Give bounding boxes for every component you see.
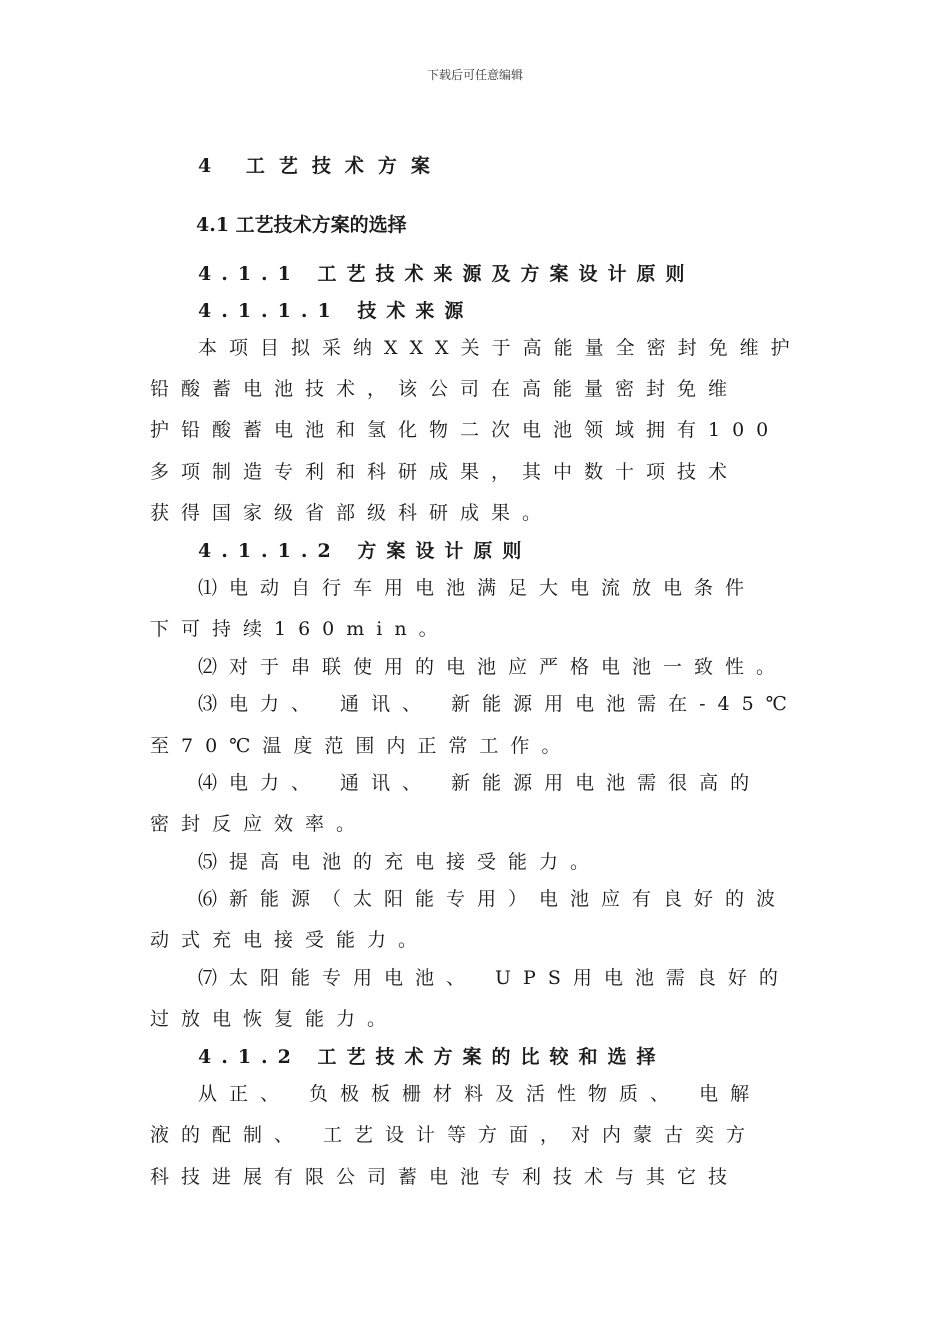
- list-item: ⑵对于串联使用的电池应严格电池一致性。: [198, 656, 788, 678]
- list-item: ⑷电力、 通讯、 新能源用电池需很高的: [198, 772, 762, 794]
- list-item-continued: 动式充电接受能力。: [150, 929, 430, 951]
- list-item: ⑶电力、 通讯、 新能源用电池需在-45℃: [198, 693, 799, 715]
- list-item: ⑺太阳能专用电池、 UPS用电池需良好的: [198, 967, 790, 989]
- paragraph-line: 获得国家级省部级科研成果。: [150, 502, 554, 524]
- chapter-title: 4 工艺技术方案: [198, 155, 444, 177]
- paragraph-line: 护铅酸蓄电池和氢化物二次电池领域拥有100: [150, 419, 781, 441]
- section-title-4-1-1: 4.1.1 工艺技术来源及方案设计原则: [198, 263, 695, 285]
- paragraph-line: 多项制造专利和科研成果，其中数十项技术: [150, 461, 740, 483]
- page-header: 下载后可任意编辑: [426, 68, 523, 82]
- section-title-4-1: 4.1 工艺技术方案的选择: [196, 214, 407, 236]
- list-item-continued: 过放电恢复能力。: [150, 1008, 399, 1030]
- section-title-4-1-1-2: 4.1.1.2 方案设计原则: [198, 540, 532, 562]
- paragraph-line: 铅酸蓄电池技术，该公司在高能量密封免维: [150, 378, 740, 400]
- section-title-4-1-1-1: 4.1.1.1 技术来源: [198, 300, 474, 322]
- list-item: ⑴电动自行车用电池满足大电流放电条件: [198, 577, 757, 599]
- list-item: ⑸提高电池的充电接受能力。: [198, 851, 602, 873]
- paragraph-line: 科技进展有限公司蓄电池专利技术与其它技: [150, 1166, 740, 1188]
- paragraph-line: 液的配制、 工艺设计等方面，对内蒙古奕方: [150, 1124, 758, 1146]
- list-item: ⑹新能源（太阳能专用）电池应有良好的波: [198, 888, 788, 910]
- list-item-continued: 至70℃温度范围内正常工作。: [150, 735, 573, 757]
- list-item-continued: 密封反应效率。: [150, 813, 368, 835]
- section-title-4-1-2: 4.1.2 工艺技术方案的比较和选择: [198, 1046, 666, 1068]
- paragraph-line: 从正、 负极板栅材料及活性物质、 电解: [198, 1083, 762, 1105]
- paragraph-line: 本项目拟采纳XXX关于高能量全密封免维护: [198, 337, 802, 359]
- list-item-continued: 下可持续160min。: [150, 618, 450, 640]
